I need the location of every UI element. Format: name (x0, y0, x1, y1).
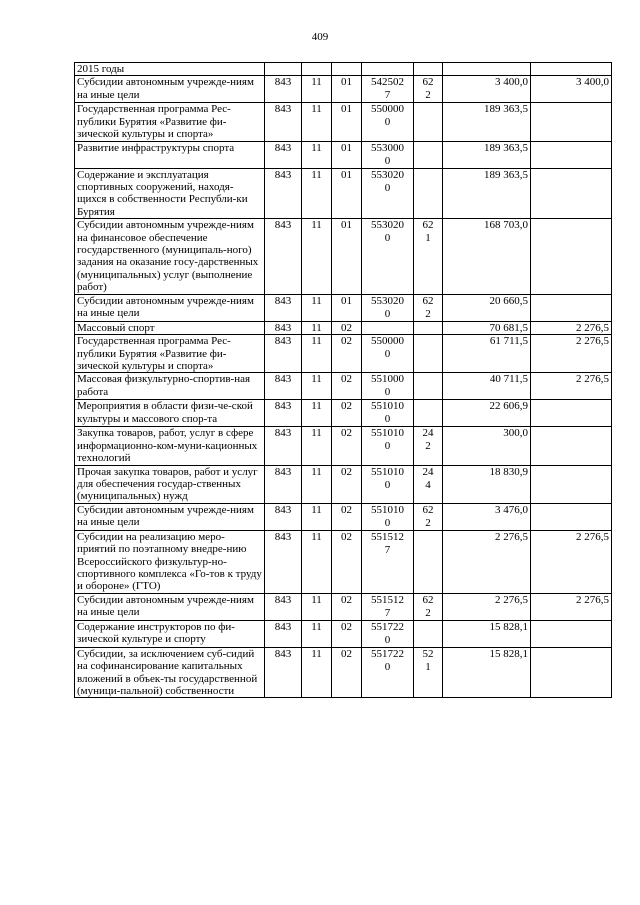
cell-pr: 01 (332, 103, 362, 141)
table-row (75, 530, 612, 593)
cell-sum-federal (531, 63, 612, 76)
cell-vr: 62 2 (414, 593, 443, 620)
cell-csr: 551010 0 (362, 400, 414, 427)
cell-name: Государственная программа Рес-публики Бурятия «Развитие фи-зической культуры и спорта» (75, 335, 265, 373)
cell-rz: 11 (302, 103, 332, 141)
cell-name: Развитие инфраструктуры спорта (75, 141, 265, 168)
cell-pr: 01 (332, 219, 362, 294)
cell-ved: 843 (265, 427, 302, 465)
cell-rz: 11 (302, 373, 332, 400)
cell-sum-2015: 70 681,5 (443, 321, 531, 334)
cell-sum-federal: 2 276,5 (531, 530, 612, 593)
cell-name: Субсидии автономным учрежде-ниям на иные цели (75, 294, 265, 321)
cell-pr: 02 (332, 593, 362, 620)
cell-sum-2015: 2 276,5 (443, 530, 531, 593)
table-row (75, 103, 612, 141)
cell-rz: 11 (302, 219, 332, 294)
cell-sum-federal (531, 141, 612, 168)
cell-name: Субсидии автономным учрежде-ниям на иные цели (75, 76, 265, 103)
budget-table (74, 62, 612, 698)
table-row (75, 400, 612, 427)
cell-sum-federal: 2 276,5 (531, 321, 612, 334)
cell-pr: 01 (332, 294, 362, 321)
cell-ved: 843 (265, 465, 302, 503)
cell-pr: 01 (332, 76, 362, 103)
cell-vr (414, 168, 443, 219)
cell-name: Субсидии автономным учрежде-ниям на иные цели (75, 503, 265, 530)
cell-csr: 551010 0 (362, 465, 414, 503)
cell-ved: 843 (265, 294, 302, 321)
cell-ved: 843 (265, 373, 302, 400)
cell-name: Массовый спорт (75, 321, 265, 334)
cell-rz: 11 (302, 593, 332, 620)
cell-sum-2015: 61 711,5 (443, 335, 531, 373)
cell-sum-2015: 2 276,5 (443, 593, 531, 620)
cell-rz: 11 (302, 141, 332, 168)
cell-pr: 02 (332, 620, 362, 647)
cell-csr: 551010 0 (362, 503, 414, 530)
cell-vr: 62 1 (414, 219, 443, 294)
cell-name: Субсидии автономным учрежде-ниям на финансовое обеспечение государственного (муниципаль-ного) задания на оказание госу-дарственных (муниципальных) услуг (выполнение работ) (75, 219, 265, 294)
cell-ved: 843 (265, 400, 302, 427)
cell-csr: 551722 0 (362, 647, 414, 698)
cell-csr: 542502 7 (362, 76, 414, 103)
cell-csr: 551512 7 (362, 593, 414, 620)
cell-pr: 02 (332, 321, 362, 334)
cell-ved: 843 (265, 335, 302, 373)
cell-name: Субсидии, за исключением суб-сидий на софинансирование капитальных вложений в объек-ты государственной (муници-пальной) собственности (75, 647, 265, 698)
table-row (75, 63, 612, 76)
cell-pr: 02 (332, 465, 362, 503)
table-row (75, 141, 612, 168)
cell-csr: 553020 0 (362, 294, 414, 321)
cell-rz: 11 (302, 294, 332, 321)
cell-vr (414, 620, 443, 647)
cell-sum-federal (531, 294, 612, 321)
table-row (75, 335, 612, 373)
cell-rz: 11 (302, 321, 332, 334)
cell-sum-2015: 20 660,5 (443, 294, 531, 321)
cell-ved: 843 (265, 321, 302, 334)
cell-sum-federal (531, 219, 612, 294)
cell-sum-federal (531, 503, 612, 530)
table-row (75, 76, 612, 103)
cell-name: Субсидии на реализацию меро-приятий по поэтапному внедре-нию Всероссийского физкультур-но-спортивного комплекса «Го-тов к труду и обороне» (ГТО) (75, 530, 265, 593)
cell-sum-2015: 3 476,0 (443, 503, 531, 530)
cell-sum-federal (531, 400, 612, 427)
cell-name: Субсидии автономным учрежде-ниям на иные цели (75, 593, 265, 620)
cell-sum-2015: 300,0 (443, 427, 531, 465)
cell-sum-federal: 2 276,5 (531, 373, 612, 400)
cell-sum-2015: 3 400,0 (443, 76, 531, 103)
cell-rz: 11 (302, 530, 332, 593)
cell-sum-federal (531, 465, 612, 503)
cell-name: Содержание инструкторов по фи-зической культуре и спорту (75, 620, 265, 647)
cell-ved: 843 (265, 219, 302, 294)
cell-csr: 551000 0 (362, 373, 414, 400)
cell-pr: 02 (332, 530, 362, 593)
table-row (75, 427, 612, 465)
cell-rz (302, 63, 332, 76)
cell-rz: 11 (302, 620, 332, 647)
cell-ved: 843 (265, 593, 302, 620)
cell-sum-federal (531, 103, 612, 141)
cell-sum-federal: 2 276,5 (531, 593, 612, 620)
cell-rz: 11 (302, 168, 332, 219)
cell-rz: 11 (302, 647, 332, 698)
cell-pr: 02 (332, 647, 362, 698)
cell-ved: 843 (265, 141, 302, 168)
cell-rz: 11 (302, 503, 332, 530)
cell-rz: 11 (302, 465, 332, 503)
cell-vr (414, 103, 443, 141)
cell-csr: 551722 0 (362, 620, 414, 647)
cell-rz: 11 (302, 400, 332, 427)
cell-ved (265, 63, 302, 76)
cell-vr (414, 335, 443, 373)
cell-pr: 02 (332, 373, 362, 400)
cell-name: 2015 годы (75, 63, 265, 76)
cell-sum-2015: 15 828,1 (443, 620, 531, 647)
cell-ved: 843 (265, 620, 302, 647)
cell-name: Государственная программа Рес-публики Бурятия «Развитие фи-зической культуры и спорта» (75, 103, 265, 141)
cell-name: Массовая физкультурно-спортив-ная работа (75, 373, 265, 400)
cell-pr: 02 (332, 503, 362, 530)
cell-vr: 62 2 (414, 294, 443, 321)
table-row (75, 465, 612, 503)
cell-pr: 02 (332, 427, 362, 465)
cell-vr: 62 2 (414, 76, 443, 103)
cell-sum-federal: 3 400,0 (531, 76, 612, 103)
cell-sum-2015: 18 830,9 (443, 465, 531, 503)
page-number: 409 (311, 31, 329, 43)
cell-pr (332, 63, 362, 76)
cell-ved: 843 (265, 530, 302, 593)
table-row (75, 168, 612, 219)
cell-sum-2015: 189 363,5 (443, 168, 531, 219)
cell-csr: 553020 0 (362, 219, 414, 294)
cell-sum-2015 (443, 63, 531, 76)
cell-csr: 551512 7 (362, 530, 414, 593)
cell-pr: 01 (332, 168, 362, 219)
cell-sum-federal (531, 647, 612, 698)
cell-ved: 843 (265, 503, 302, 530)
table-row (75, 373, 612, 400)
cell-vr: 24 2 (414, 427, 443, 465)
cell-rz: 11 (302, 427, 332, 465)
table-row (75, 620, 612, 647)
table-body (75, 63, 612, 698)
cell-vr (414, 373, 443, 400)
cell-csr (362, 63, 414, 76)
cell-sum-federal (531, 427, 612, 465)
cell-sum-2015: 189 363,5 (443, 103, 531, 141)
cell-ved: 843 (265, 647, 302, 698)
cell-ved: 843 (265, 103, 302, 141)
cell-ved: 843 (265, 76, 302, 103)
table-row (75, 647, 612, 698)
cell-ved: 843 (265, 168, 302, 219)
cell-vr: 24 4 (414, 465, 443, 503)
cell-pr: 02 (332, 400, 362, 427)
cell-csr: 550000 0 (362, 103, 414, 141)
table-row (75, 321, 612, 334)
cell-csr: 553000 0 (362, 141, 414, 168)
table-row (75, 294, 612, 321)
cell-sum-2015: 168 703,0 (443, 219, 531, 294)
cell-vr: 52 1 (414, 647, 443, 698)
cell-sum-2015: 15 828,1 (443, 647, 531, 698)
cell-vr (414, 141, 443, 168)
cell-sum-federal (531, 168, 612, 219)
cell-sum-2015: 22 606,9 (443, 400, 531, 427)
cell-vr (414, 400, 443, 427)
cell-name: Мероприятия в области физи-че-ской культуры и массового спор-та (75, 400, 265, 427)
cell-name: Содержание и эксплуатация спортивных сооружений, находя-щихся в собственности Республи-ки Бурятия (75, 168, 265, 219)
cell-vr: 62 2 (414, 503, 443, 530)
cell-sum-2015: 40 711,5 (443, 373, 531, 400)
table-row (75, 503, 612, 530)
cell-rz: 11 (302, 76, 332, 103)
cell-name: Закупка товаров, работ, услуг в сфере информационно-ком-муни-кационных технологий (75, 427, 265, 465)
cell-pr: 02 (332, 335, 362, 373)
cell-vr (414, 530, 443, 593)
cell-csr: 550000 0 (362, 335, 414, 373)
cell-vr (414, 321, 443, 334)
cell-vr (414, 63, 443, 76)
cell-csr: 553020 0 (362, 168, 414, 219)
cell-name: Прочая закупка товаров, работ и услуг для обеспечения государ-ственных (муниципальных) нужд (75, 465, 265, 503)
cell-sum-federal (531, 620, 612, 647)
table-row (75, 219, 612, 294)
cell-csr: 551010 0 (362, 427, 414, 465)
cell-sum-federal: 2 276,5 (531, 335, 612, 373)
cell-pr: 01 (332, 141, 362, 168)
cell-csr (362, 321, 414, 334)
cell-sum-2015: 189 363,5 (443, 141, 531, 168)
cell-rz: 11 (302, 335, 332, 373)
table-row (75, 593, 612, 620)
